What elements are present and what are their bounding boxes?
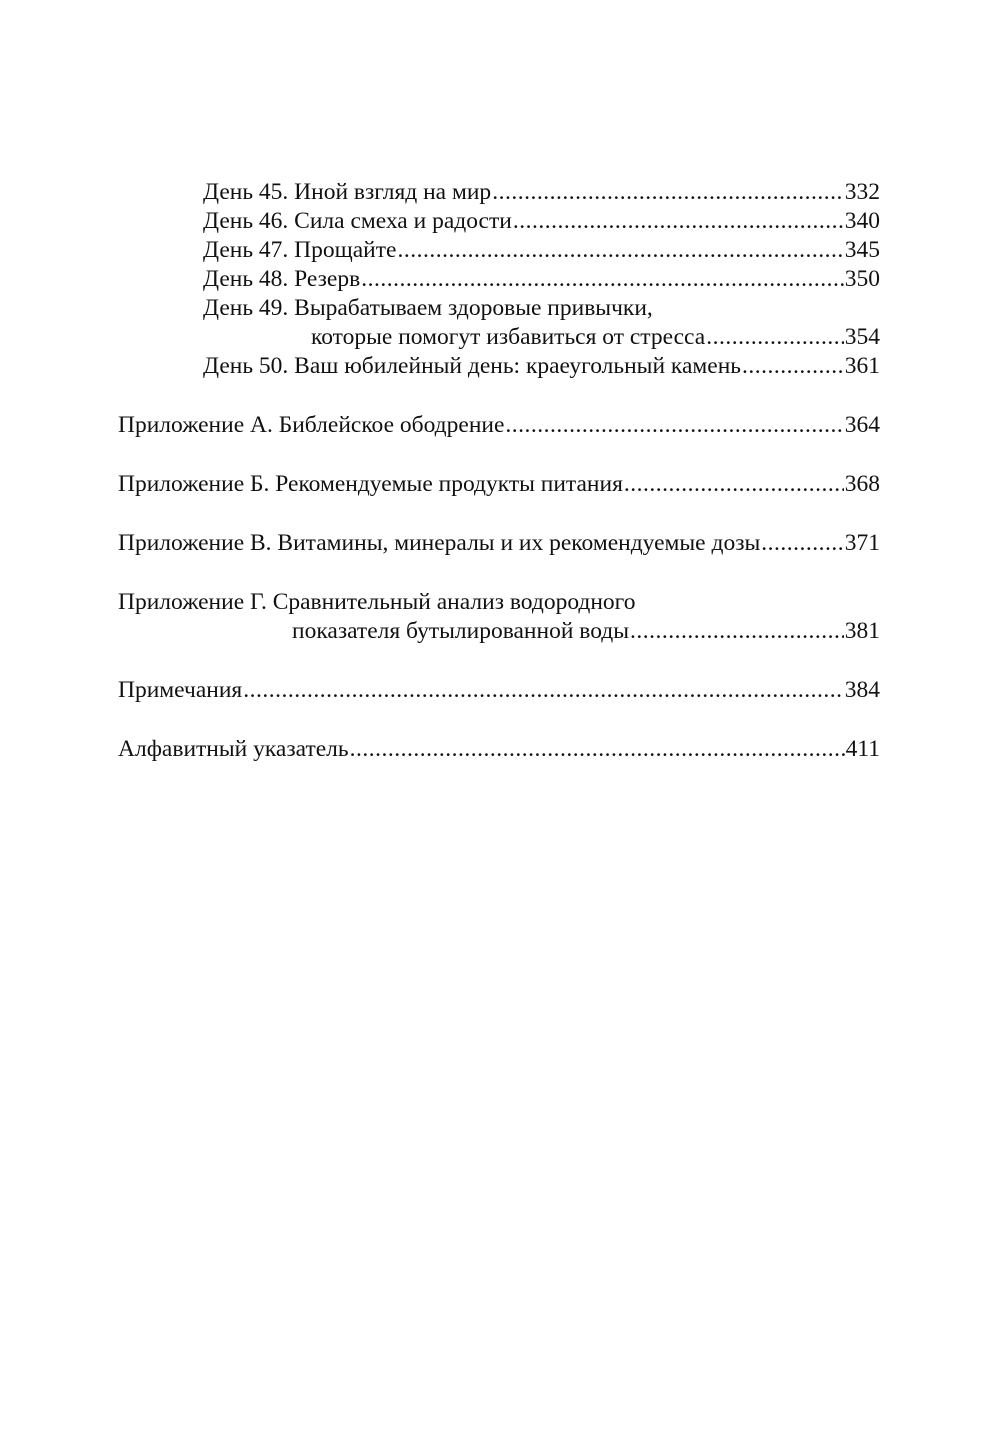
toc-leader-dots: [492, 178, 844, 206]
toc-page-number: 384: [844, 677, 880, 703]
toc-leader-dots: [243, 676, 844, 704]
toc-entry-index: [118, 735, 880, 763]
toc-page-number: 345: [844, 237, 880, 263]
toc-entry-appendix-b: [118, 470, 880, 498]
toc-leader-dots: [761, 529, 843, 557]
toc-entry-day-49-line-1: [203, 294, 880, 322]
toc-leader-dots: [706, 323, 844, 351]
toc-page-number: 371: [844, 530, 880, 556]
toc-entry-title: День 50. Ваш юбилейный день: краеугольный камень: [203, 353, 741, 379]
toc-page-number: 340: [844, 208, 880, 234]
toc-page-number: 381: [844, 618, 880, 644]
toc-leader-dots: [505, 411, 843, 439]
toc-entry-appendix-g-line-1: [118, 588, 880, 616]
toc-entry-day-45: [203, 178, 880, 206]
toc-entry-title: День 49. Вырабатываем здоровые привычки,: [203, 295, 653, 321]
toc-leader-dots: [742, 352, 844, 380]
toc-page-number: 361: [844, 353, 880, 379]
toc-entry-appendix-a: [118, 411, 880, 439]
toc-leader-dots: [624, 470, 844, 498]
toc-entry-appendix-v: [118, 529, 880, 557]
toc-page-number: 411: [845, 736, 880, 762]
toc-entry-day-50: [203, 352, 880, 380]
toc-leader-dots: [397, 236, 843, 264]
toc-entry-day-47: [203, 236, 880, 264]
toc-entry-title: Приложение Г. Сравнительный анализ водородного: [118, 589, 636, 615]
toc-entry-title-continued: показателя бутылированной воды: [292, 618, 630, 644]
toc-page-number: 332: [844, 179, 880, 205]
toc-entry-title: Приложение А. Библейское ободрение: [118, 412, 505, 438]
toc-entry-appendix-g-line-2: [292, 617, 880, 645]
toc-entry-day-48: [203, 265, 880, 293]
toc-entry-notes: [118, 676, 880, 704]
toc-entry-title: Алфавитный указатель: [118, 736, 349, 762]
toc-entry-title: День 45. Иной взгляд на мир: [203, 179, 492, 205]
toc-entry-title: День 47. Прощайте: [203, 237, 397, 263]
toc-page-number: 368: [844, 471, 880, 497]
toc-entry-title: Примечания: [118, 677, 243, 703]
toc-entry-day-49-line-2: [311, 323, 880, 351]
toc-entry-title: Приложение Б. Рекомендуемые продукты питания: [118, 471, 623, 497]
toc-entry-title: День 48. Резерв: [203, 266, 361, 292]
toc-page-number: 364: [844, 412, 880, 438]
toc-page-number: 350: [844, 266, 880, 292]
toc-leader-dots: [350, 735, 845, 763]
toc-entry-day-46: [203, 207, 880, 235]
toc-leader-dots: [630, 617, 844, 645]
toc-leader-dots: [513, 207, 844, 235]
toc-entry-title: Приложение В. Витамины, минералы и их рекомендуемые дозы: [118, 530, 761, 556]
toc-leader-dots: [361, 265, 844, 293]
toc-page-number: 354: [844, 324, 880, 350]
toc-entry-title-continued: которые помогут избавиться от стресса: [311, 324, 706, 350]
toc-entry-title: День 46. Сила смеха и радости: [203, 208, 512, 234]
